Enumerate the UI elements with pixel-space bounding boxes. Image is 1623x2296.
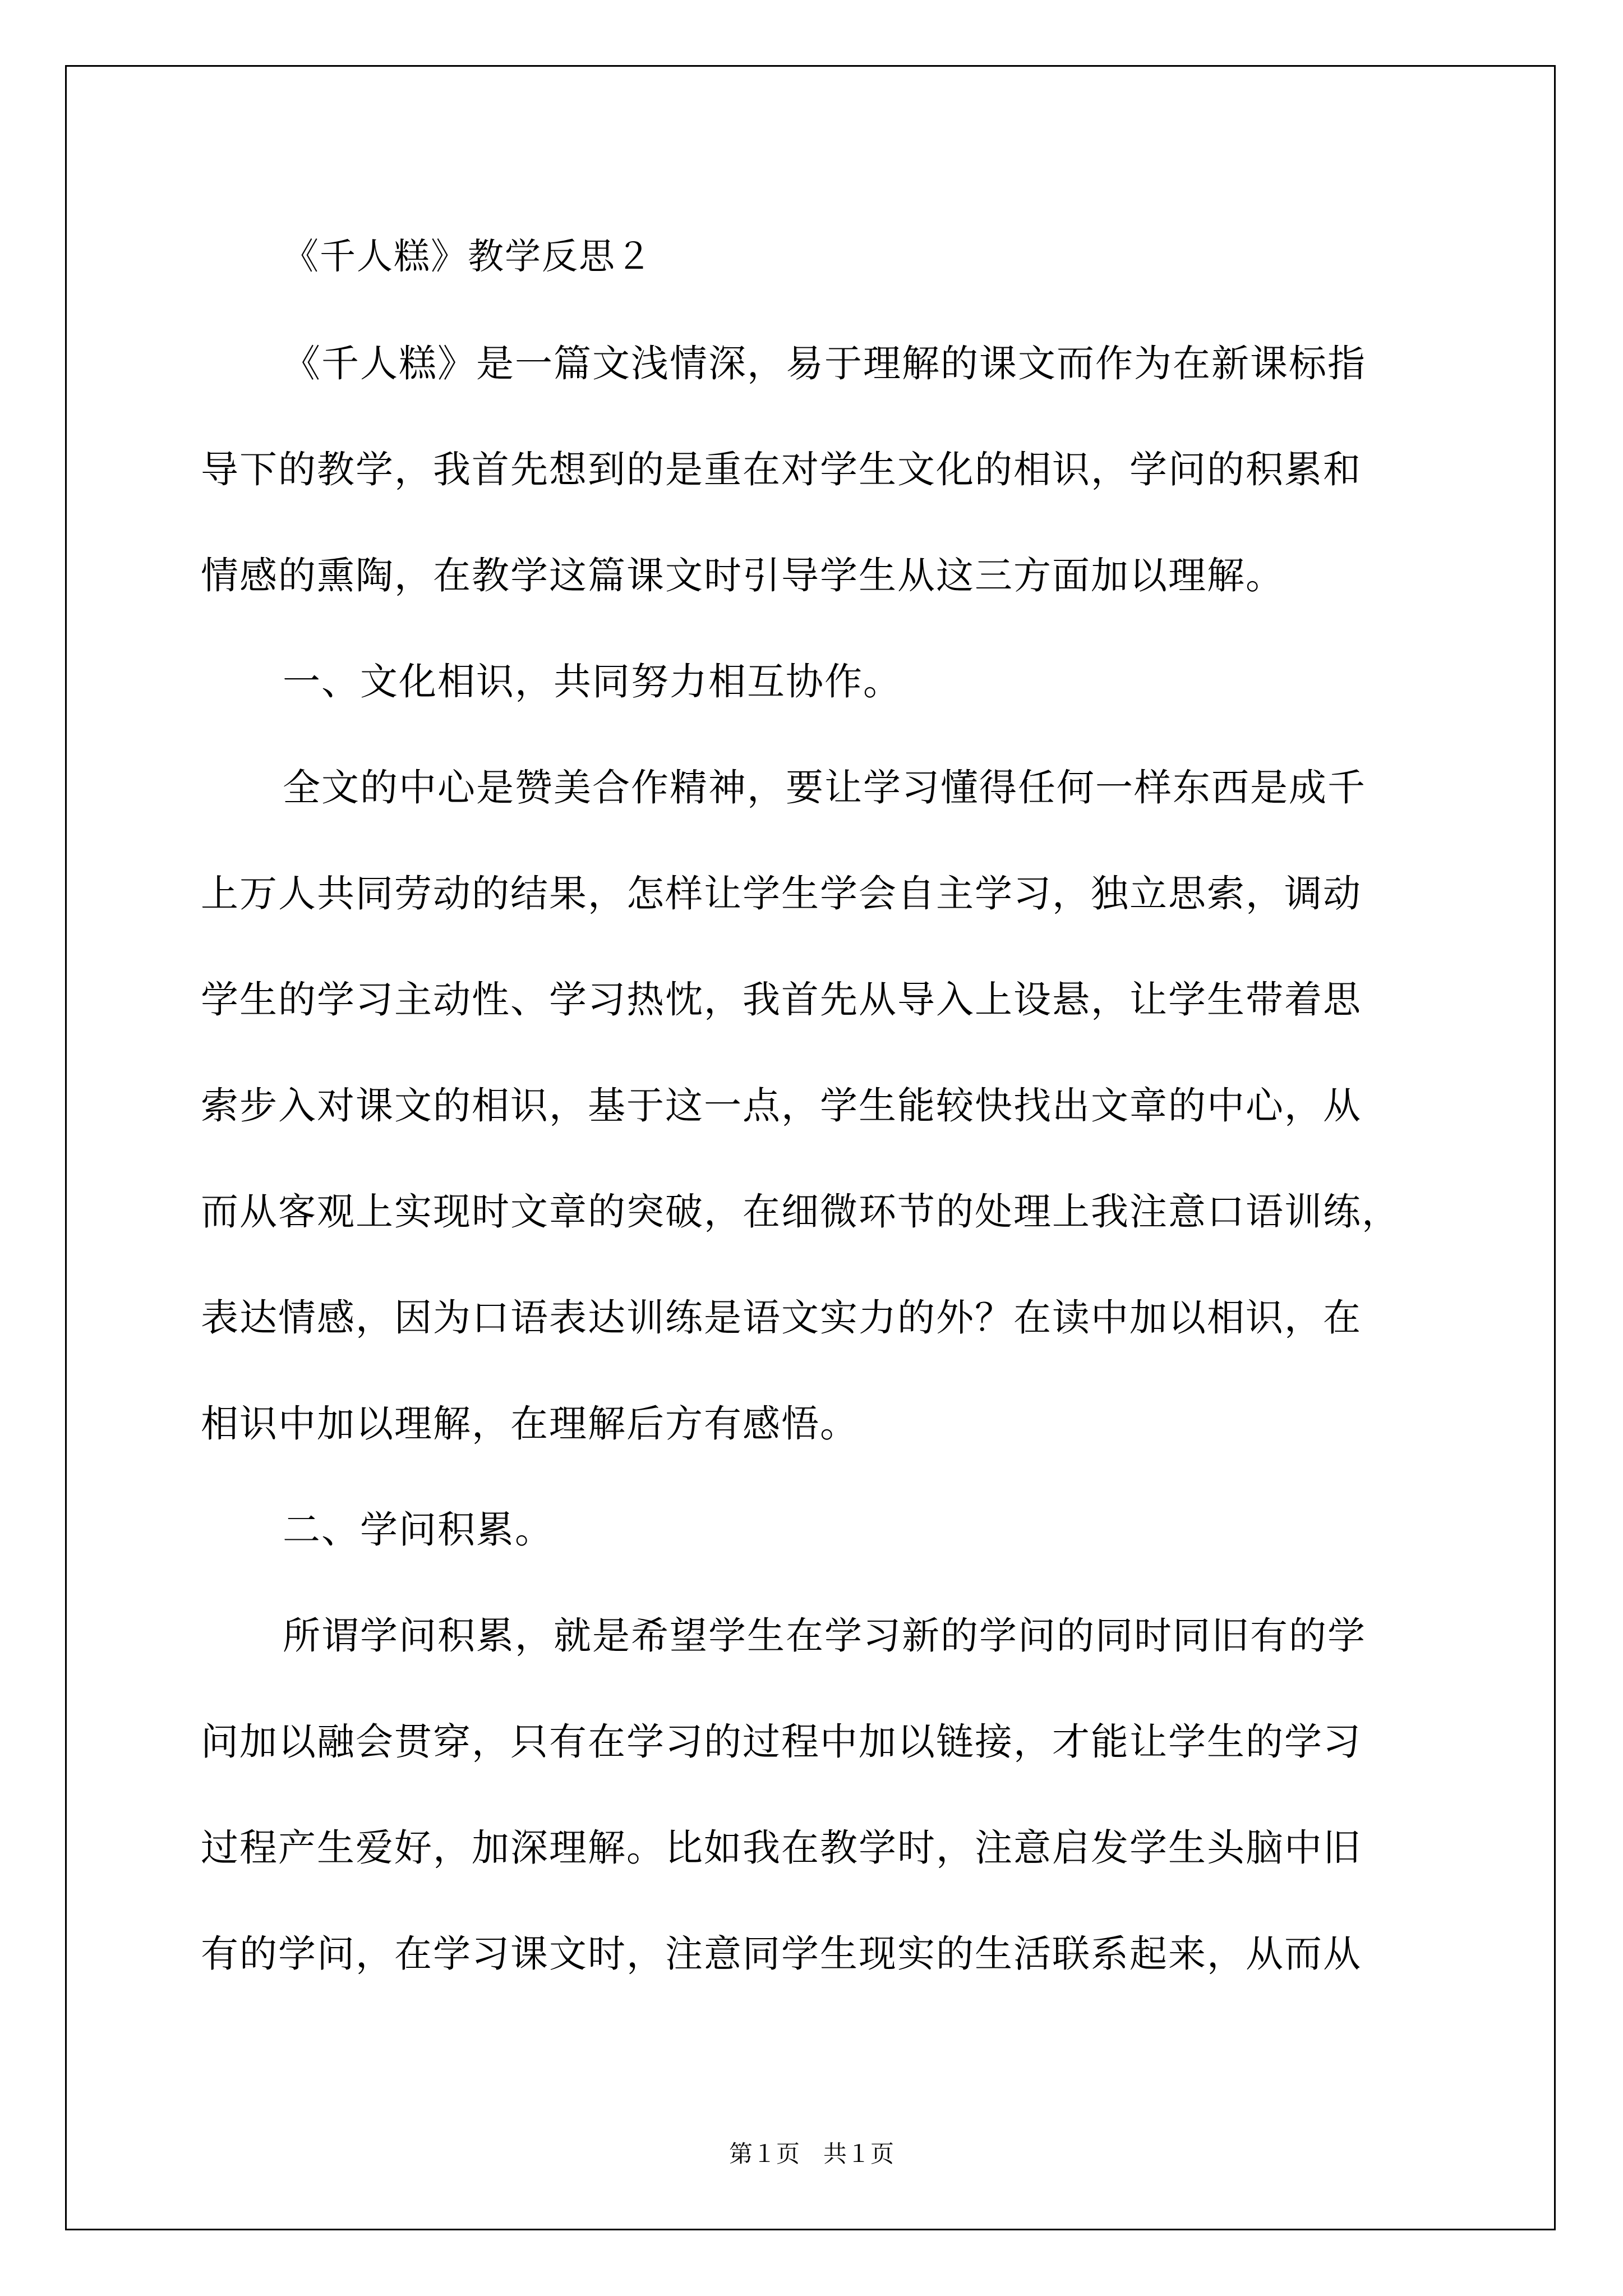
paragraph-line: 学生的学习主动性、学习热忱，我首先从导入上设悬，让学生带着思 [201, 978, 1362, 1022]
paragraph-line: 全文的中心是赞美合作精神，要让学习懂得任何一样东西是成千 [283, 766, 1366, 809]
paragraph-line: 情感的熏陶，在教学这篇课文时引导学生从这三方面加以理解。 [201, 554, 1284, 597]
paragraph-line: 过程产生爱好，加深理解。比如我在教学时，注意启发学生头脑中旧 [201, 1826, 1362, 1870]
paragraph-line: 有的学问，在学习课文时，注意同学生现实的生活联系起来，从而从 [201, 1932, 1362, 1976]
document-title: 《千人糕》教学反思２ [283, 236, 653, 278]
paragraph-line: 索步入对课文的相识，基于这一点，学生能较快找出文章的中心，从 [201, 1084, 1362, 1128]
page-number-footer: 第１页 共１页 [728, 2140, 894, 2168]
section-heading: 二、学问积累。 [283, 1508, 554, 1552]
paragraph-line: 问加以融会贯穿，只有在学习的过程中加以链接，才能让学生的学习 [201, 1720, 1362, 1764]
paragraph-line: 所谓学问积累，就是希望学生在学习新的学问的同时同旧有的学 [283, 1614, 1366, 1658]
paragraph-line: 上万人共同劳动的结果，怎样让学生学会自主学习，独立思索，调动 [201, 872, 1362, 915]
paragraph-line: 而从客观上实现时文章的突破，在细微环节的处理上我注意口语训练， [201, 1190, 1400, 1234]
section-heading: 一、文化相识，共同努力相互协作。 [283, 660, 902, 703]
paragraph-line: 表达情感，因为口语表达训练是语文实力的外？在读中加以相识，在 [201, 1296, 1362, 1340]
paragraph-line: 导下的教学，我首先想到的是重在对学生文化的相识，学问的积累和 [201, 448, 1362, 491]
paragraph-line: 相识中加以理解，在理解后方有感悟。 [201, 1402, 859, 1446]
paragraph-line: 《千人糕》是一篇文浅情深，易于理解的课文而作为在新课标指 [283, 342, 1366, 385]
